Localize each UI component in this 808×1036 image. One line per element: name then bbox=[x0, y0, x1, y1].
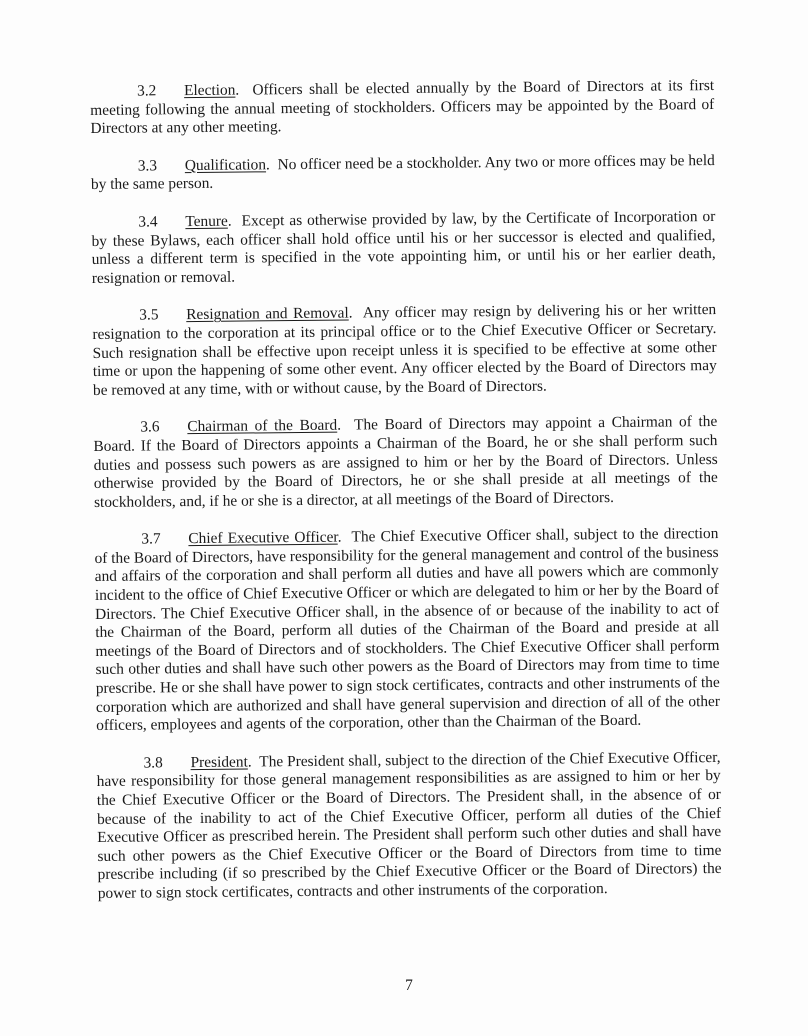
section-3-8: 3.8 President. The President shall, subject to the direction of the Chief Executive Officer, have responsibility for those general management responsibilities as are assigned to him or her by the Chief Executive Officer or the Board of Directors. The President shall, in the absence of or because of the inability to act of the Chief Executive Officer, perform all duties of the Chief Executive Officer as prescribed herein. The President shall perform such other duties and shall have such other powers as the Chief Executive Officer or the Board of Directors from time to time prescribe including (if so prescribed by the Chief Executive Officer or the Board of Directors) the power to sign stock certificates, contracts and other instruments of the corporation. bbox=[96, 748, 722, 902]
section-3-6: 3.6 Chairman of the Board. The Board of Directors may appoint a Chairman of the Board. If the Board of Directors appoints a Chairman of the Board, he or she shall perform such duties and possess such powers as are assigned to him or her by the Board of Directors. Unless otherwise provided by the Board of Directors, he or she shall preside at all meetings of the stockholders, and, if he or she is a director, at all meetings of the Board of Directors. bbox=[93, 413, 718, 511]
section-heading: Resignation and Removal bbox=[186, 304, 349, 324]
bylaws-body bbox=[90, 77, 722, 923]
section-text: Except as otherwise provided by law, by the Certificate of Incorporation or by these Bylaws, each officer shall hold office until his or her successor is elected and qualified, unless a different term is specified in the vote appointing him, or until his or her earlier death, resignation or removal. bbox=[91, 207, 716, 287]
section-heading: Chief Executive Officer bbox=[188, 528, 338, 548]
section-number: 3.5 bbox=[139, 306, 159, 324]
page-number: 7 bbox=[405, 977, 413, 994]
section-text: Any officer may resign by delivering his or her written resignation to the corporation at its principal office or to the Chief Executive Officer or Secretary. Such resignation shall be effective upon receipt unless it is specified to be effective at some other time or upon the happening of some other event. Any officer elected by the Board of Directors may be removed at any time, with or without cause, by the Board of Directors. bbox=[92, 301, 717, 399]
section-3-2: 3.2 Election. Officers shall be elected annually by the Board of Directors at its first meeting following the annual meeting of stockholders. Officers may be appointed by the Board of Directors at any other meeting. bbox=[90, 77, 715, 138]
section-number: 3.3 bbox=[137, 157, 158, 175]
section-text: The President shall, subject to the direction of the Chief Executive Officer, have responsibility for those general management responsibilities as are assigned to him or her by the Chief Executive Officer or the Board of Directors. The President shall, in the absence of or because of the inability to act of the Chief Executive Officer, perform all duties of the Chief Executive Officer as prescribed herein. The President shall perform such other duties and shall have such other powers as the Chief Executive Officer or the Board of Directors from time to time prescribe including (if so prescribed by the Chief Executive Officer or the Board of Directors) the power to sign stock certificates, contracts and other instruments of the corporation. bbox=[96, 748, 722, 902]
section-number: 3.7 bbox=[141, 530, 161, 548]
section-number: 3.2 bbox=[136, 82, 157, 100]
section-text: The Chief Executive Officer shall, subject to the direction of the Board of Directors, have responsibility for the general management and control of the business and affairs of the corporation and shall perform all duties and have all powers which are commonly incident to the office of Chief Executive Officer or which are delegated to him or her by the Board of Directors. The Chief Executive Officer shall, in the absence of or because of the inability to act of the Chairman of the Board, perform all duties of the Chairman of the Board and preside at all meetings of the Board of Directors and of stockholders. The Chief Executive Officer shall perform such other duties and shall have such other powers as the Board of Directors may from time to time prescribe. He or she shall have power to sign stock certificates, contracts and other instruments of the corporation which are authorized and shall have general supervision and direction of all of the other officers, employees and agents of the corporation, other than the Chairman of the Board. bbox=[94, 525, 721, 735]
section-heading: Tenure bbox=[185, 212, 228, 231]
section-number: 3.6 bbox=[140, 418, 160, 436]
section-text: No officer need be a stockholder. Any two or more offices may be held by the same person. bbox=[90, 151, 715, 194]
section-number: 3.4 bbox=[138, 213, 158, 231]
section-text: The Board of Directors may appoint a Chairman of the Board. If the Board of Directors appoints a Chairman of the Board, he or she shall perform such duties and possess such powers as are assigned to him or her by the Board of Directors. Unless otherwise provided by the Board of Directors, he or she shall preside at all meetings of the stockholders, and, if he or she is a director, at all meetings of the Board of Directors. bbox=[93, 413, 718, 511]
section-3-7: 3.7 Chief Executive Officer. The Chief Executive Officer shall, subject to the direction of the Board of Directors, have responsibility for the general management and control of the business and affairs of the corporation and shall perform all duties and have all powers which are commonly incident to the office of Chief Executive Officer or which are delegated to him or her by the Board of Directors. The Chief Executive Officer shall, in the absence of or because of the inability to act of the Chairman of the Board, perform all duties of the Chairman of the Board and preside at all meetings of the Board of Directors and of stockholders. The Chief Executive Officer shall perform such other duties and shall have such other powers as the Board of Directors may from time to time prescribe. He or she shall have power to sign stock certificates, contracts and other instruments of the corporation which are authorized and shall have general supervision and direction of all of the other officers, employees and agents of the corporation, other than the Chairman of the Board. bbox=[94, 525, 721, 735]
section-heading: Qualification bbox=[184, 156, 267, 174]
section-heading: Chairman of the Board bbox=[187, 416, 338, 436]
section-3-3: 3.3 Qualification. No officer need be a stockholder. Any two or more offices may be held by the same person. bbox=[90, 151, 715, 194]
section-text: Officers shall be elected annually by the Board of Directors at its first meeting following the annual meeting of stockholders. Officers may be appointed by the Board of Directors at any other meeting. bbox=[90, 77, 715, 138]
section-3-4: 3.4 Tenure. Except as otherwise provided by law, by the Certificate of Incorporation or by these Bylaws, each officer shall hold office until his or her successor is elected and qualified, unless a different term is specified in the vote appointing him, or until his or her earlier death, resignation or removal. bbox=[91, 207, 716, 287]
section-3-5: 3.5 Resignation and Removal. Any officer may resign by delivering his or her written resignation to the corporation at its principal office or to the Chief Executive Officer or Secretary. Such resignation shall be effective upon receipt unless it is specified to be effective at some other time or upon the happening of some other event. Any officer elected by the Board of Directors may be removed at any time, with or without cause, by the Board of Directors. bbox=[92, 301, 717, 399]
section-heading: Election bbox=[183, 81, 236, 100]
section-number: 3.8 bbox=[143, 754, 163, 772]
section-heading: President bbox=[190, 753, 248, 771]
